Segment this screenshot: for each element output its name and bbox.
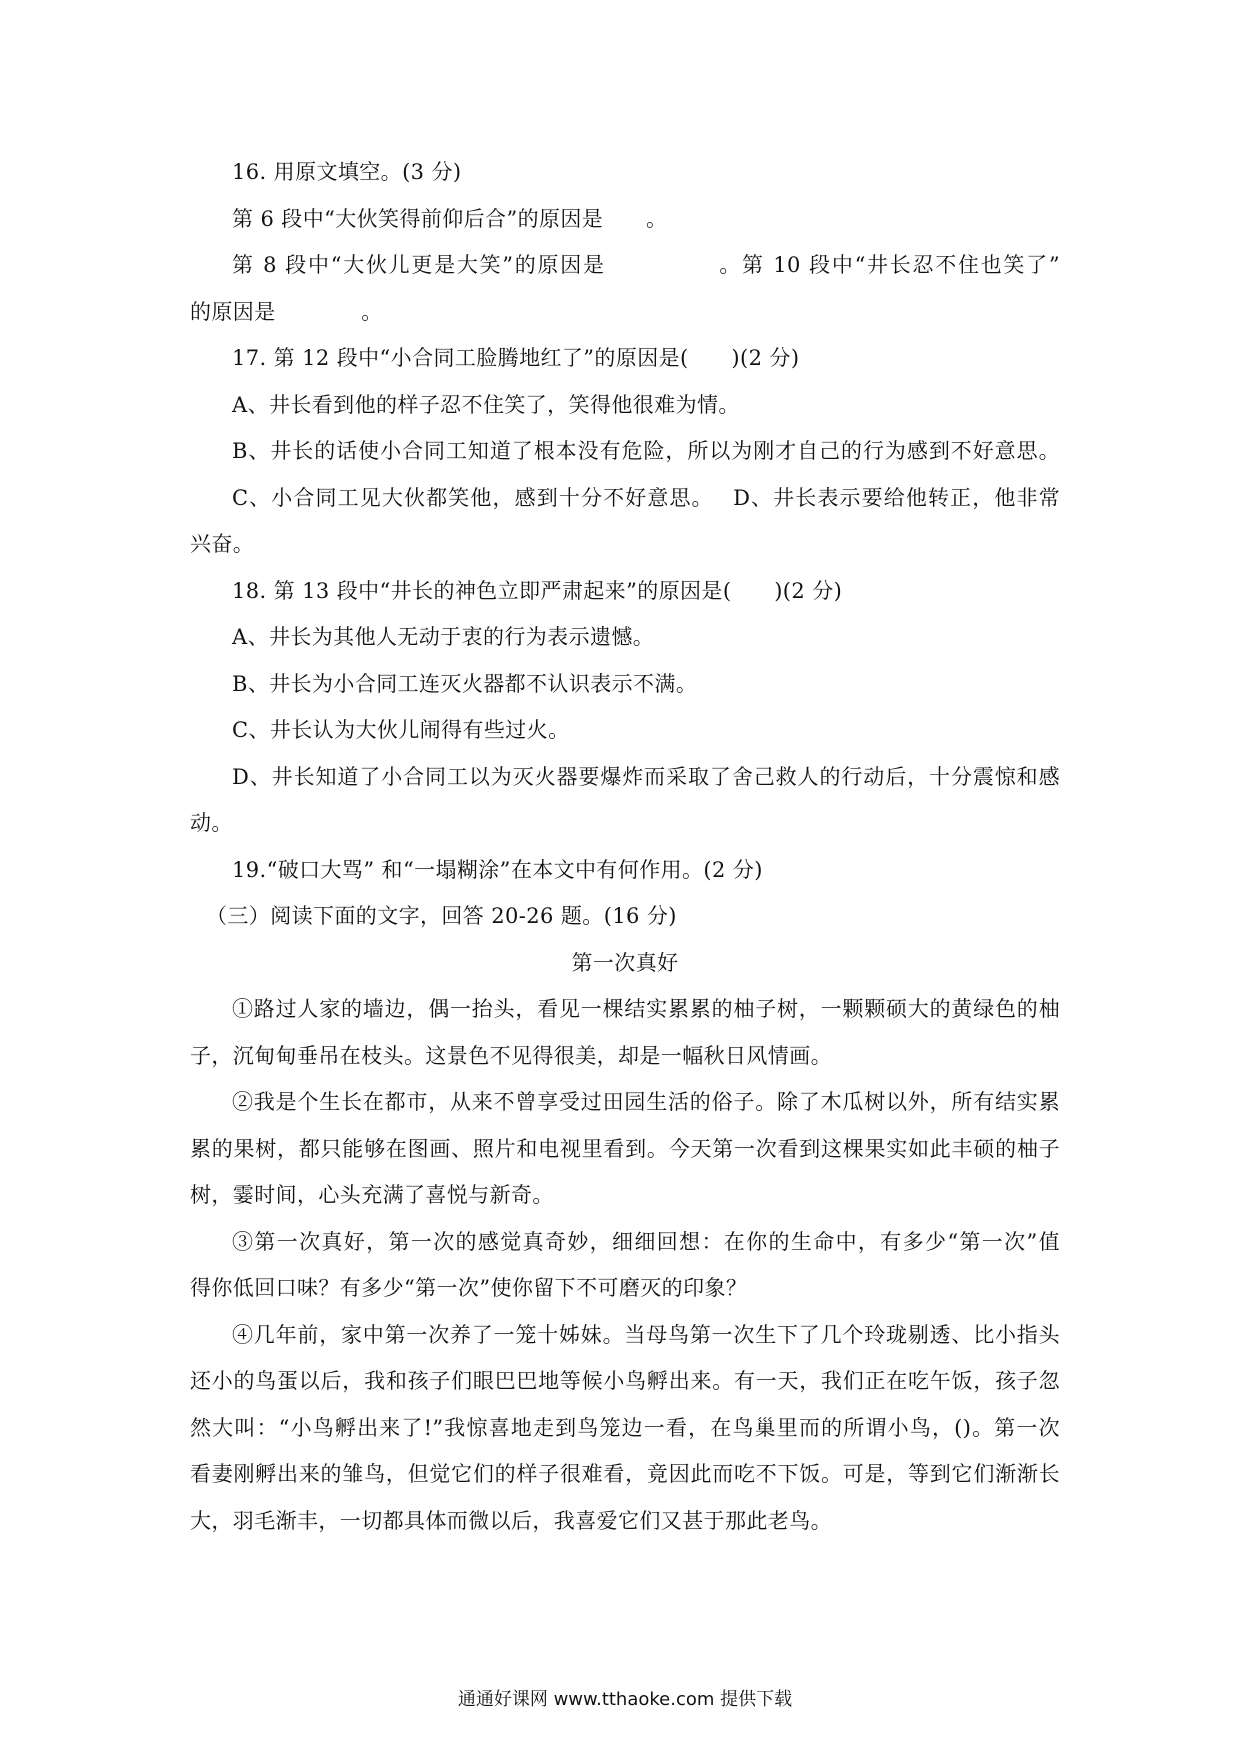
paragraph-4-line-2: 还小的鸟蛋以后，我和孩子们眼巴巴地等候小鸟孵出来。有一天，我们正在吃午饭，孩子忽 (190, 1369, 1060, 1393)
paragraph-1-line-1: ①路过人家的墙边，偶一抬头，看见一棵结实累累的柚子树，一颗颗硕大的黄绿色的柚 (232, 997, 1060, 1021)
paragraph-2-line-3: 树，霎时间，心头充满了喜悦与新奇。 (190, 1183, 554, 1207)
q18-option-c: C、井长认为大伙儿闹得有些过火。 (232, 718, 570, 742)
q19-title: 19.“破口大骂” 和“一塌糊涂”在本文中有何作用。(2 分) (232, 858, 763, 882)
paragraph-4-line-1: ④几年前，家中第一次养了一笼十姊妹。当母鸟第一次生下了几个玲珑剔透、比小指头 (232, 1323, 1060, 1347)
paragraph-2-line-1: ②我是个生长在都市，从来不曾享受过田园生活的俗子。除了木瓜树以外，所有结实累 (232, 1090, 1060, 1114)
paragraph-4-line-3: 然大叫：“小鸟孵出来了!”我惊喜地走到鸟笼边一看，在鸟巢里而的所谓小鸟，()。第一次 (190, 1416, 1060, 1440)
q16-line-1: 第 6 段中“大伙笑得前仰后合”的原因是 。 (232, 207, 668, 231)
page-footer: 通通好课网 www.tthaoke.com 提供下载 (457, 1689, 793, 1710)
paragraph-4-line-5: 大，羽毛渐丰，一切都具体而微以后，我喜爱它们又甚于那此老鸟。 (190, 1509, 832, 1533)
paragraph-1-line-2: 子，沉甸甸垂吊在枝头。这景色不见得很美，却是一幅秋日风情画。 (190, 1044, 832, 1068)
paragraph-3-line-1: ③第一次真好，第一次的感觉真奇妙，细细回想：在你的生命中，有多少“第一次”值 (232, 1230, 1060, 1254)
q18-option-d-cont: 动。 (190, 811, 233, 835)
paragraph-4-line-4: 看妻刚孵出来的雏鸟，但觉它们的样子很难看，竟因此而吃不下饭。可是，等到它们渐渐长 (190, 1462, 1060, 1486)
q18-option-d: D、井长知道了小合同工以为灭火器要爆炸而采取了舍己救人的行动后，十分震惊和感 (232, 765, 1060, 789)
section-heading: （三）阅读下面的文字，回答 20-26 题。(16 分) (206, 904, 677, 928)
q17-option-b: B、井长的话使小合同工知道了根本没有危险，所以为刚才自己的行为感到不好意思。 (232, 439, 1060, 463)
q16-line-2: 第 8 段中“大伙儿更是大笑”的原因是 。第 10 段中“井长忍不住也笑了” (232, 253, 1060, 277)
q17-option-c-d: C、小合同工见大伙都笑他，感到十分不好意思。 D、井长表示要给他转正，他非常 (232, 486, 1060, 510)
paragraph-3-line-2: 得你低回口味？有多少“第一次”使你留下不可磨灭的印象？ (190, 1276, 748, 1300)
q18-title: 18. 第 13 段中“井长的神色立即严肃起来”的原因是( )(2 分) (232, 579, 843, 603)
q16-title: 16. 用原文填空。(3 分) (232, 160, 462, 184)
q18-option-b: B、井长为小合同工连灭火器都不认识表示不满。 (232, 672, 698, 696)
q17-title: 17. 第 12 段中“小合同工脸腾地红了”的原因是( )(2 分) (232, 346, 800, 370)
q18-option-a: A、井长为其他人无动于衷的行为表示遗憾。 (232, 625, 655, 649)
q17-option-d-cont: 兴奋。 (190, 532, 255, 556)
paragraph-2-line-2: 累的果树，都只能够在图画、照片和电视里看到。今天第一次看到这棵果实如此丰硕的柚子 (190, 1137, 1060, 1161)
q17-option-a: A、井长看到他的样子忍不住笑了，笑得他很难为情。 (232, 393, 740, 417)
article-title: 第一次真好 (571, 951, 679, 975)
q16-line-3: 的原因是 。 (190, 300, 383, 324)
